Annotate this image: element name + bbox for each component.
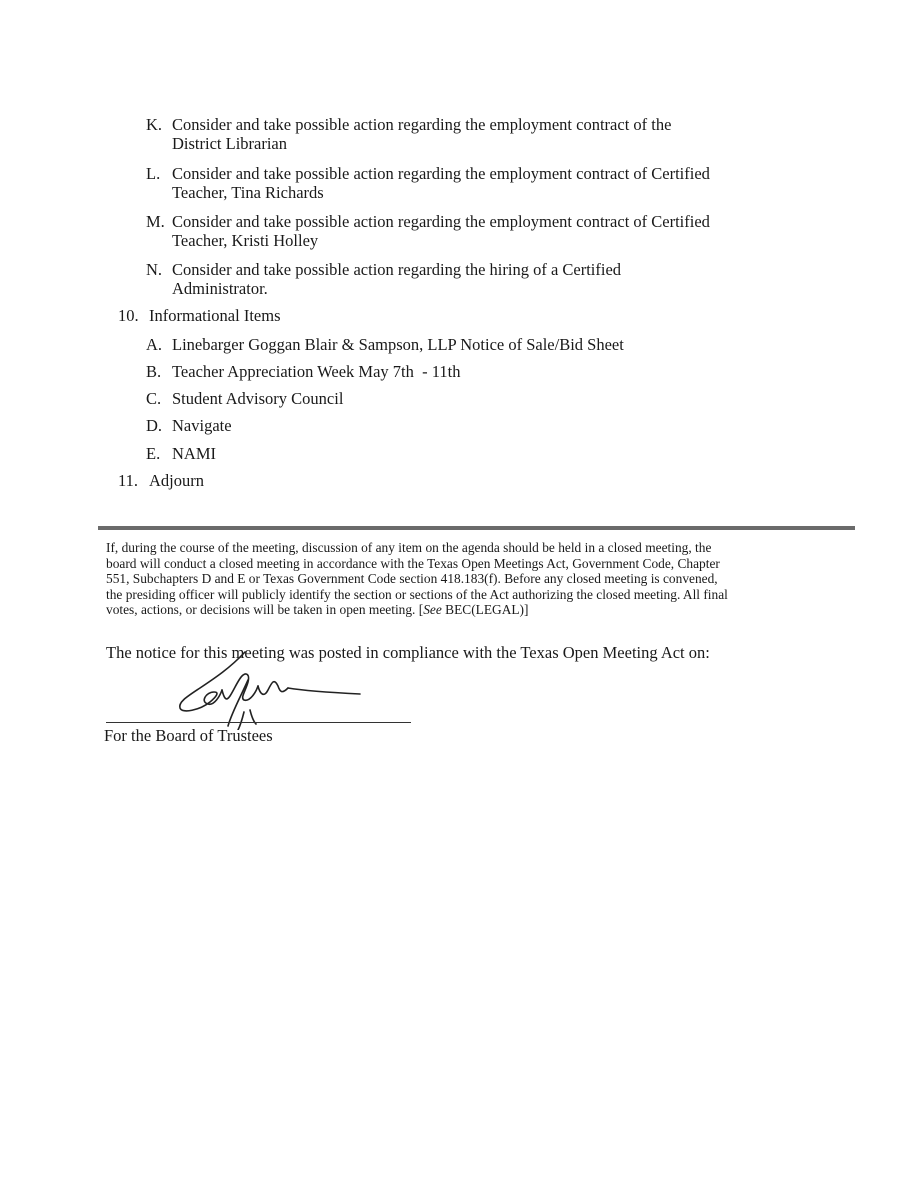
see-reference: See	[423, 602, 442, 618]
disclaimer-line: board will conduct a closed meeting in accordance with the Texas Open Meetings Act, Government Code, Chapter	[106, 555, 720, 571]
agenda-item-11	[118, 471, 718, 490]
item-number: 11.	[118, 471, 139, 490]
item-letter: A.	[146, 335, 163, 354]
signature-label: For the Board of Trustees	[104, 726, 273, 745]
item-letter: B.	[146, 362, 162, 381]
item-label: Adjourn	[149, 471, 204, 490]
closed-meeting-disclaimer	[106, 540, 826, 618]
disclaimer-line	[106, 602, 826, 618]
agenda-item-10b	[146, 362, 786, 381]
agenda-item-10e	[146, 444, 786, 463]
disclaimer-line: 551, Subchapters D and E or Texas Government Code section 418.183(f). Before any closed meeting is convened,	[106, 571, 718, 587]
agenda-item-9m	[146, 212, 786, 250]
item-text-cont: Teacher, Tina Richards	[172, 183, 324, 202]
agenda-item-9l	[146, 164, 786, 202]
item-text: Student Advisory Council	[172, 389, 344, 408]
item-letter: K.	[146, 115, 163, 134]
item-letter: C.	[146, 389, 162, 408]
item-label: Informational Items	[149, 306, 281, 325]
item-text: Consider and take possible action regarding the employment contract of Certified	[172, 212, 710, 231]
item-text: Linebarger Goggan Blair & Sampson, LLP Notice of Sale/Bid Sheet	[172, 335, 624, 354]
agenda-item-10	[118, 306, 718, 325]
agenda-item-9k	[146, 115, 786, 153]
item-text: Teacher Appreciation Week May 7th - 11th	[172, 362, 461, 381]
item-letter: L.	[146, 164, 161, 183]
agenda-item-10c	[146, 389, 786, 408]
item-text: Navigate	[172, 416, 232, 435]
signature-image	[170, 650, 370, 730]
item-text-cont: Teacher, Kristi Holley	[172, 231, 319, 250]
agenda-item-10a	[146, 335, 786, 354]
item-letter: E.	[146, 444, 161, 463]
disclaimer-text: votes, actions, or decisions will be taken in open meeting. [	[106, 602, 424, 618]
item-letter: M.	[146, 212, 165, 231]
disclaimer-text: BEC(LEGAL)]	[441, 602, 529, 618]
item-text: NAMI	[172, 444, 216, 463]
disclaimer-line: If, during the course of the meeting, discussion of any item on the agenda should be held in a closed meeting, the	[106, 540, 712, 555]
item-letter: N.	[146, 260, 163, 279]
signature-line	[106, 722, 411, 723]
item-letter: D.	[146, 416, 163, 435]
item-text-cont: District Librarian	[172, 134, 288, 153]
posting-notice: The notice for this meeting was posted in compliance with the Texas Open Meeting Act on:	[106, 643, 710, 662]
item-text: Consider and take possible action regarding the hiring of a Certified	[172, 260, 622, 279]
item-number: 10.	[118, 306, 139, 325]
agenda-item-9n	[146, 260, 786, 298]
section-divider	[98, 526, 855, 530]
item-text: Consider and take possible action regarding the employment contract of the	[172, 115, 672, 134]
agenda-item-10d	[146, 416, 786, 435]
item-text-cont: Administrator.	[172, 279, 268, 298]
disclaimer-line: the presiding officer will publicly identify the section or sections of the Act authorizing the closed meeting. All final	[106, 586, 728, 602]
item-text: Consider and take possible action regarding the employment contract of Certified	[172, 164, 710, 183]
